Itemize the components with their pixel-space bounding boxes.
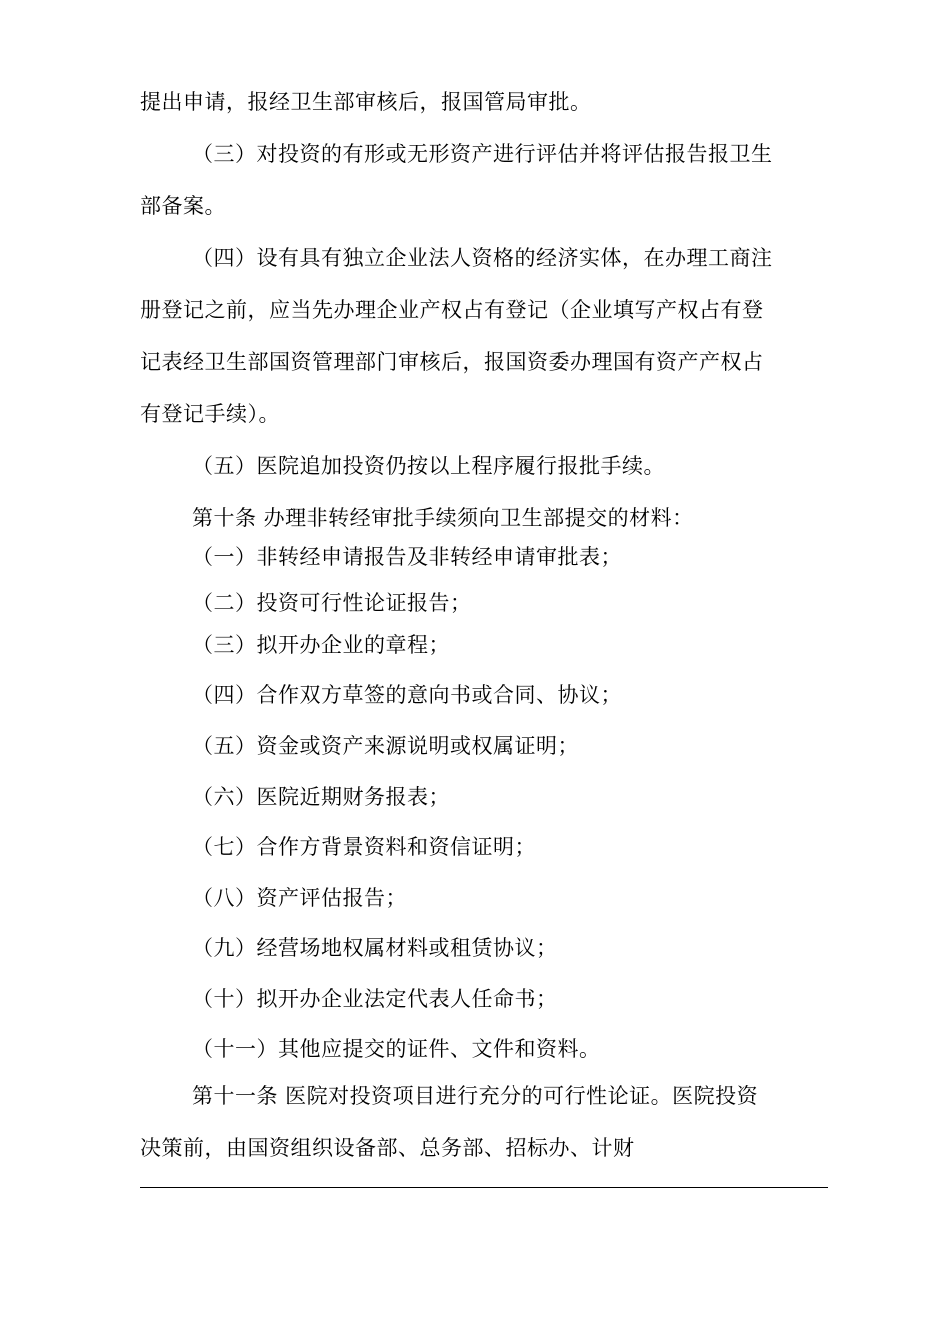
list-item: （七）合作方背景资料和资信证明； bbox=[192, 835, 536, 859]
list-item: （十）拟开办企业法定代表人任命书； bbox=[192, 987, 558, 1011]
text-block-top bbox=[140, 76, 830, 544]
list-item: （一）非转经申请报告及非转经申请审批表； bbox=[192, 545, 622, 569]
text-block-bottom bbox=[140, 1070, 830, 1174]
list-item: （三）拟开办企业的章程； bbox=[192, 633, 450, 657]
list-item: （十一）其他应提交的证件、文件和资料。 bbox=[192, 1037, 601, 1061]
text-line: 册登记之前，应当先办理企业产权占有登记（企业填写产权占有登 bbox=[140, 298, 764, 322]
text-line: 决策前，由国资组织设备部、总务部、招标办、计财 bbox=[140, 1136, 635, 1160]
text-line: （五）医院追加投资仍按以上程序履行报批手续。 bbox=[192, 454, 665, 478]
text-line: 记表经卫生部国资管理部门审核后，报国资委办理国有资产产权占 bbox=[140, 350, 764, 374]
footnote-divider bbox=[140, 1187, 828, 1188]
list-item: （二）投资可行性论证报告； bbox=[192, 591, 472, 615]
list-item: （六）医院近期财务报表； bbox=[192, 785, 450, 809]
article-10-heading: 第十条 办理非转经审批手续须向卫生部提交的材料： bbox=[192, 506, 694, 530]
text-line: 有登记手续）。 bbox=[140, 402, 280, 426]
text-line: （四）设有具有独立企业法人资格的经济实体，在办理工商注 bbox=[192, 246, 773, 270]
text-line: 部备案。 bbox=[140, 194, 226, 218]
list-item: （四）合作双方草签的意向书或合同、协议； bbox=[192, 683, 622, 707]
list-item: （九）经营场地权属材料或租赁协议； bbox=[192, 936, 558, 960]
list-item: （五）资金或资产来源说明或权属证明； bbox=[192, 734, 579, 758]
text-line: 提出申请，报经卫生部审核后，报国管局审批。 bbox=[140, 90, 592, 114]
text-line: （三）对投资的有形或无形资产进行评估并将评估报告报卫生 bbox=[192, 142, 773, 166]
list-item: （八）资产评估报告； bbox=[192, 886, 407, 910]
article-11-heading: 第十一条 医院对投资项目进行充分的可行性论证。医院投资 bbox=[192, 1084, 759, 1108]
